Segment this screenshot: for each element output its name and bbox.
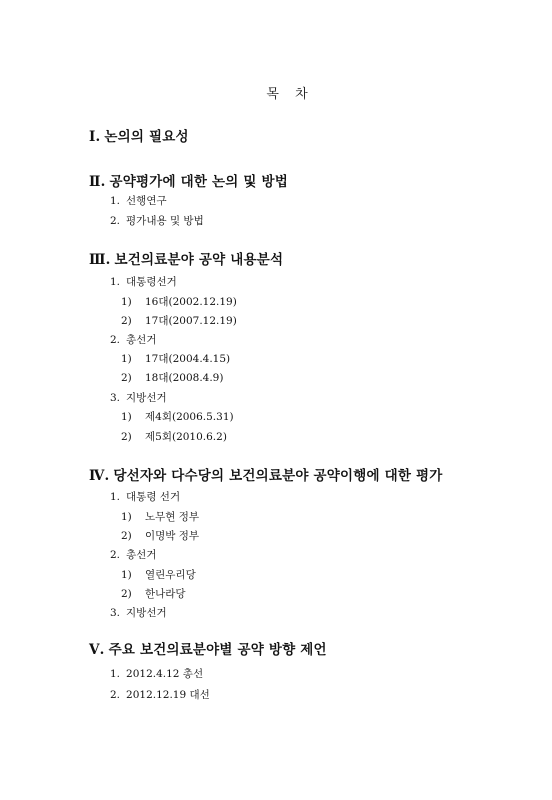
toc-item-number: 3.: [110, 607, 121, 619]
toc-subitem-number: 2): [121, 431, 132, 443]
toc-item-number: 1.: [110, 491, 121, 503]
toc-section-2: [89, 176, 288, 190]
toc-item-title: 평가내용 및 방법: [126, 215, 204, 227]
toc-section-number: Ⅱ.: [89, 174, 106, 190]
toc-subitem-title: 이명박 정부: [145, 530, 200, 542]
toc-item: [110, 335, 156, 346]
toc-item-title: 2012.12.19 대선: [126, 689, 210, 701]
toc-item-number: 1.: [110, 195, 121, 207]
toc-subitem-title: 18대(2008.4.9): [145, 372, 224, 384]
toc-item-title: 2012.4.12 총선: [126, 668, 204, 680]
toc-subitem-title: 열린우리당: [145, 569, 196, 581]
toc-section-5: [89, 644, 327, 658]
toc-subitem: [121, 432, 227, 443]
toc-item: [110, 277, 177, 288]
toc-subitem-title: 노무현 정부: [145, 511, 200, 523]
toc-section-1: [89, 131, 189, 145]
toc-subitem: [121, 316, 237, 327]
toc-item: [110, 492, 180, 503]
toc-item-title: 선행연구: [126, 195, 167, 207]
toc-item-number: 2.: [110, 215, 121, 227]
toc-subitem-title: 17대(2007.12.19): [145, 315, 237, 327]
toc-item: [110, 669, 203, 680]
toc-item-title: 총선거: [126, 334, 157, 346]
toc-section-number: Ⅲ.: [89, 252, 111, 268]
toc-section-title: 당선자와 다수당의 보건의료분야 공약이행에 대한 평가: [113, 468, 443, 484]
toc-item: [110, 550, 156, 561]
toc-subitem: [121, 512, 199, 523]
toc-item-title: 대통령 선거: [126, 491, 181, 503]
toc-item-title: 총선거: [126, 549, 157, 561]
toc-section-number: Ⅳ.: [89, 468, 110, 484]
toc-subitem: [121, 373, 223, 384]
toc-subitem-title: 제4회(2006.5.31): [145, 411, 234, 423]
toc-subitem: [121, 531, 199, 542]
toc-subitem-number: 2): [121, 315, 132, 327]
toc-subitem-title: 16대(2002.12.19): [145, 296, 237, 308]
toc-item-number: 1.: [110, 276, 121, 288]
toc-item-number: 2.: [110, 549, 121, 561]
toc-subitem-number: 1): [121, 353, 132, 365]
toc-section-title: 주요 보건의료분야별 공약 방향 제언: [108, 642, 327, 658]
toc-item-number: 2.: [110, 689, 121, 701]
toc-section-title: 공약평가에 대한 논의 및 방법: [109, 174, 288, 190]
toc-subitem-title: 한나라당: [145, 588, 186, 600]
toc-item-number: 2.: [110, 334, 121, 346]
toc-subitem: [121, 570, 196, 581]
toc-item: [110, 608, 167, 619]
toc-subitem-number: 2): [121, 530, 132, 542]
toc-subitem: [121, 589, 186, 600]
toc-item-number: 1.: [110, 668, 121, 680]
toc-section-title: 보건의료분야 공약 내용분석: [114, 252, 284, 268]
toc-item-number: 3.: [110, 392, 121, 404]
toc-item: [110, 393, 167, 404]
toc-item: [110, 216, 204, 227]
toc-section-title: 논의의 필요성: [104, 129, 189, 145]
toc-subitem-number: 1): [121, 569, 132, 581]
toc-subitem-number: 1): [121, 511, 132, 523]
toc-subitem: [121, 354, 230, 365]
toc-section-number: Ⅰ.: [89, 129, 101, 145]
toc-title: 목 차: [266, 87, 314, 102]
toc-item: [110, 690, 210, 701]
toc-item: [110, 196, 167, 207]
toc-section-4: [89, 470, 442, 484]
toc-subitem-number: 2): [121, 372, 132, 384]
toc-subitem-number: 1): [121, 296, 132, 308]
toc-subitem: [121, 412, 234, 423]
toc-section-number: Ⅴ.: [89, 642, 105, 658]
toc-subitem: [121, 297, 237, 308]
toc-subitem-number: 2): [121, 588, 132, 600]
toc-section-3: [89, 254, 283, 268]
toc-item-title: 지방선거: [126, 392, 167, 404]
toc-subitem-number: 1): [121, 411, 132, 423]
toc-subitem-title: 17대(2004.4.15): [145, 353, 231, 365]
toc-subitem-title: 제5회(2010.6.2): [145, 431, 227, 443]
toc-item-title: 지방선거: [126, 607, 167, 619]
toc-item-title: 대통령선거: [126, 276, 177, 288]
